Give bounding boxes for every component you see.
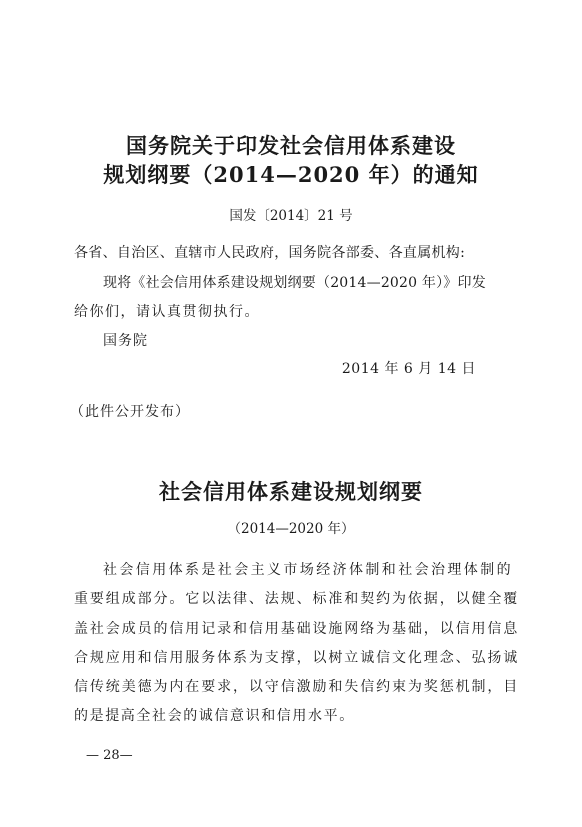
notice-title-line-1: 国务院关于印发社会信用体系建设 — [126, 133, 456, 158]
document-number: 国发〔2014〕21 号 — [229, 208, 353, 224]
issue-date: 2014 年 6 月 14 日 — [341, 361, 476, 377]
outline-years: （2014—2020 年） — [227, 521, 355, 537]
addressees: 各省、自治区、直辖市人民政府，国务院各部委、各直属机构: — [74, 245, 466, 261]
outline-body-line: 社会信用体系是社会主义市场经济体制和社会治理体制的 — [103, 562, 513, 578]
outline-body-line: 信传统美德为内在要求，以守信激励和失信约束为奖惩机制，目 — [74, 679, 520, 695]
outline-body-line: 盖社会成员的信用记录和信用基础设施网络为基础，以信用信息 — [74, 621, 520, 637]
outline-body-line: 重要组成部分。它以法律、法规、标准和契约为依据，以健全覆 — [74, 591, 520, 607]
signer: 国务院 — [103, 333, 148, 349]
notice-paragraph-line-2: 给你们，请认真贯彻执行。 — [74, 304, 260, 320]
notice-title-line-2: 规划纲要（2014—2020 年）的通知 — [103, 162, 479, 187]
page-number: — 28— — [86, 748, 133, 763]
notice-paragraph-line-1: 现将《社会信用体系建设规划纲要（2014—2020 年）》印发 — [103, 275, 486, 291]
outline-body-line: 的是提高全社会的诚信意识和信用水平。 — [74, 708, 355, 724]
outline-body-line: 合规应用和信用服务体系为支撑，以树立诚信文化理念、弘扬诚 — [74, 650, 520, 666]
outline-title: 社会信用体系建设规划纲要 — [159, 479, 423, 504]
publication-note: （此件公开发布） — [70, 404, 190, 420]
